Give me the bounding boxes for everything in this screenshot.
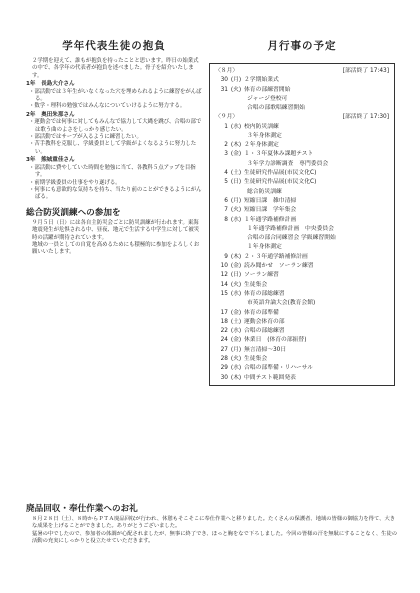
thanks-section [26,502,398,545]
schedule-row [215,150,389,159]
schedule-row [215,253,389,262]
schedule-event-continued: 市英語弁論大会(教育会館) [247,300,316,307]
schedule-event: 合唱の部総練習 [244,328,285,335]
schedule-event-continued: ３年身体測定 [247,132,282,139]
schedule-weekday: (火) [230,356,242,363]
schedule-event: 読み聞かせ ソーラン練習 [244,263,314,270]
schedule-weekday: (日) [230,272,242,279]
schedule-event: 運動会体育の部 [244,318,285,325]
schedule-event: 休業日 (体育の部振替) [244,337,307,344]
schedule-weekday: (日) [230,179,242,186]
schedule-day: 1 [224,123,228,130]
schedule-event-continued: １年通学路補修計画 中央委員会 [247,225,334,232]
schedule-event: 生徒集会 [244,281,268,288]
schedule-event: 校内防災訓練 [244,123,279,130]
schedule-day: 10 [220,263,228,270]
schedule-row [215,169,389,178]
schedule-title: 月行事の予定 [267,40,337,52]
schedule-weekday: (金) [230,263,242,270]
schedule-day: 27 [220,346,228,353]
schedule-row [215,281,389,290]
schedule-day: 3 [224,151,228,158]
schedule-row [215,327,389,336]
schedule-event: 短縮日課 雑巾清掃 [244,197,297,204]
schedule-weekday: (月) [230,197,242,204]
schedule-day: 22 [220,328,228,335]
schedule-weekday: (金) [230,337,242,344]
schedule-day: 14 [220,281,228,288]
schedule-weekday: (木) [230,374,242,381]
schedule-event: 体育の部準備 [244,309,279,316]
schedule-day: 4 [224,170,228,177]
schedule-row [215,123,389,132]
schedule-row [215,178,389,187]
schedule-event: 体育の部総練習 [244,290,285,297]
schedule-row [215,216,389,225]
thanks-title: 廃品回収・奉仕作業へのお礼 [26,504,138,514]
schedule-event: 生徒研究作品展(市民文化C) [244,179,317,186]
schedule-month-header [215,67,389,76]
grade1-item: ・部活動では３年生がいなくなった穴を埋められるように練習をがんばる。 [29,88,202,103]
schedule-event: 生徒集会 [244,356,268,363]
schedule-row [215,141,389,150]
student-goals-intro: ２学期を迎えて、誰もが抱負を持ったことと思います。昨日の始業式の中で、各学年の代表者が抱負を述べました。骨子を紹介いたします。 [32,58,199,79]
schedule-row [215,271,389,280]
grade2-item: ・苦手教科を克服し、学級委員として学級がよくなるように努力したい。 [29,141,197,155]
schedule-weekday: (木) [230,253,242,260]
schedule-event: 短縮日課 学年集会 [244,207,297,214]
schedule-event: 生徒研究作品展(市民文化C) [244,170,317,177]
schedule-event: 体育の部練習開始 [244,86,291,93]
schedule-day: 12 [220,272,228,279]
schedule-day: 29 [220,365,228,372]
month-label: 〈８月〉 [215,68,239,74]
schedule-weekday: (水) [230,216,242,223]
schedule-weekday: (火) [230,207,242,214]
schedule-event: ソーラン練習 [244,272,279,279]
schedule-event-continued: 総合防災訓練 [247,188,282,195]
schedule-row [215,309,389,318]
schedule-day: 24 [220,337,228,344]
grade1-item: ・数学・理科の勉強ではみんなについていけるように努力する。 [29,103,186,110]
schedule-weekday: (水) [230,328,242,335]
schedule-weekday: (木) [230,142,242,149]
schedule-weekday: (水) [230,123,242,130]
thanks-para: ８月２８日（土）、８時からＰＴＡ廃品回収が行われ、休憩もそこそこに奉仕作業へと移りました。たくさんの保護者、地域の皆様の御協力を得て、大きな成果を上げることができました。ありがとうございました。 [32,516,396,530]
schedule-row [215,346,389,355]
club-end-note: [部活終了 17:43] [342,68,389,74]
schedule-day: 28 [220,356,228,363]
schedule-row [215,76,389,85]
schedule-day: 31 [220,86,228,93]
disaster-drill-para: ９月５日（日）には各自主防災会ごとに防災訓練が行われます。東海地震発生が危惧される中、昼夜、地元で生活する中学生に対して被災時の活躍が期待されています。 [32,219,200,241]
schedule-event-continued: 合唱の部合同練習会 学級練習開始 [247,235,336,242]
schedule-weekday: (土) [230,318,242,325]
schedule-row [215,355,389,364]
schedule-row [215,206,389,215]
schedule-event-continued: ジャージ登校可 [247,95,288,102]
schedule-row [215,86,389,95]
schedule-day: 15 [220,290,228,297]
grade3-item: ・何事にも意欲的な気持ちを持ち、当たり前のことができるようにがんばる。 [29,186,202,201]
schedule-row [215,374,389,383]
schedule-event: 中間テスト範囲発表 [244,374,296,381]
schedule-row [215,364,389,373]
schedule-day: 9 [224,253,228,260]
schedule-box [209,63,395,386]
schedule-weekday: (水) [230,290,242,297]
schedule-row [215,336,389,345]
schedule-day: 5 [224,179,228,186]
grade3-item: ・部活動に費やしていた時間を勉強に当て、各教科５点アップを目指す。 [29,164,196,179]
schedule-event: 無言清掃～30日 [244,346,287,353]
disaster-drill-para: 地域の一員としての自覚を高めるためにも積極的に参加をよろしくお願いいたします。 [32,241,200,256]
schedule-event: 合唱の部準備・リハーサル [244,365,314,372]
schedule-weekday: (月) [230,77,242,84]
month-label: 〈９月〉 [215,114,239,121]
schedule-event: ２・３年通学路補修計画 [244,253,308,260]
right-column [209,38,395,386]
schedule-event-continued: 合唱の部歌唱練習開始 [247,105,305,112]
schedule-day: 6 [224,197,228,204]
schedule-event: ２学期始業式 [244,77,279,84]
grade2-heading: 2年 奥田朱那さん [26,111,75,118]
schedule-day: 17 [220,309,228,316]
schedule-row [215,197,389,206]
schedule-day: 18 [220,318,228,325]
disaster-drill-title: 総合防災訓練への参加を [26,207,121,218]
schedule-event: ２年身体測定 [244,142,279,149]
schedule-weekday: (水) [230,365,242,372]
grade2-item: ・部活動ではサーブが入るように練習したい。 [29,134,142,141]
schedule-weekday: (金) [230,151,242,158]
schedule-weekday: (土) [230,170,242,177]
grade3-heading: 3年 熊城重佳さん [26,157,75,164]
schedule-weekday: (火) [230,86,242,93]
schedule-event: １年通学路補修計画 [244,216,297,223]
schedule-row [215,290,389,299]
schedule-weekday: (月) [230,346,242,353]
thanks-para: 猛暑の中でしたので、参加者の体調が心配されましたが、無事に終了でき、ほっと胸をなで下ろしました。今回の皆様の汗を無駄にすることなく、生徒の活動の充実にしっかりと役立たせていただきます。 [32,530,398,544]
schedule-day: 2 [224,142,228,149]
schedule-event-continued: １年身体測定 [247,244,282,251]
schedule-row [215,262,389,271]
left-column [26,38,202,257]
schedule-event-continued: ３年学力診断調査 専門委員会 [247,160,329,167]
schedule-day: 30 [220,77,228,84]
schedule-month-header [215,113,389,122]
schedule-day: 7 [224,207,228,214]
schedule-weekday: (火) [230,281,242,288]
schedule-day: 8 [224,216,228,223]
schedule-row [215,318,389,327]
schedule-event: １・３年夏休み課題テスト [244,151,314,158]
schedule-day: 30 [220,374,228,381]
student-goals-title: 学年代表生徒の抱負 [62,40,166,52]
grade3-item: ・前期学級委員の仕事をやり遂げる。 [29,179,121,186]
club-end-note: [部活終了 17:30] [342,114,389,121]
grade1-heading: 1年 長島大介さん [26,81,75,88]
schedule-weekday: (金) [230,309,242,316]
grade2-item: ・運動会では何事に対してもみんなで協力して大縄を跳び、合唱の部では歌う曲のよさをしっかり感じたい。 [29,119,202,133]
